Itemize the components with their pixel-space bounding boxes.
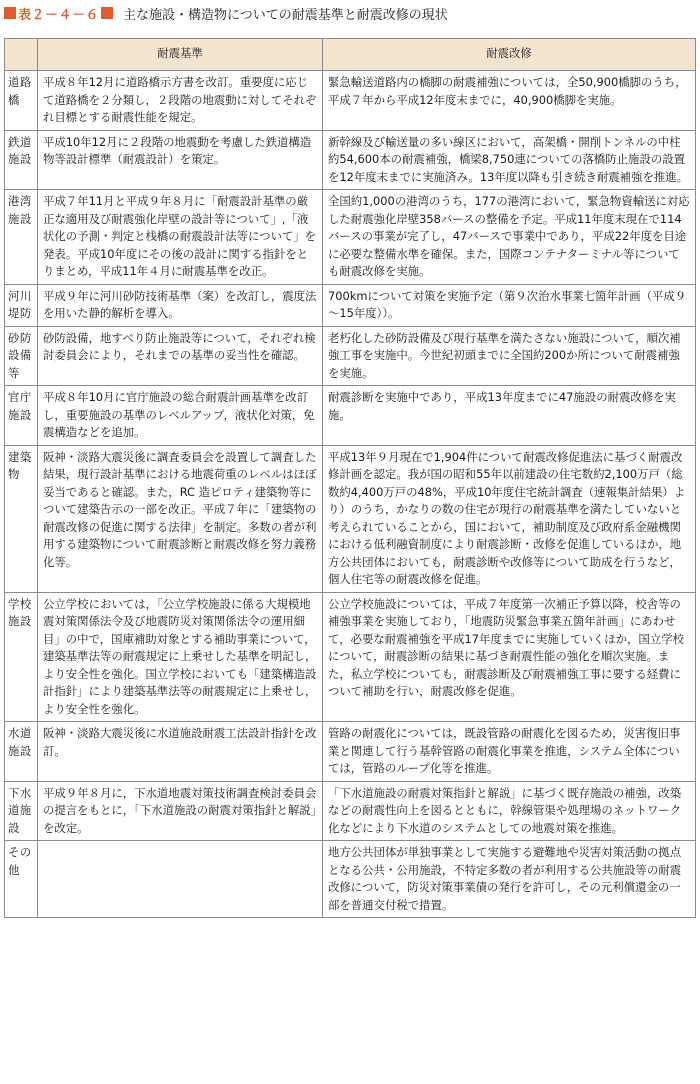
row-standard: 阪神・淡路大震災後に調査委員会を設置して調査した結果，現行設計基準における地震荷重のレベルはほぼ妥当であると確認。また，RC 造ピロティ建築物等について建築告示の一部を改正。平成７年に「建築物の耐震改修の促進に関する法律」を制定。多数の者が利用する建築物について耐震診断と耐震改修を努力義務化等。 bbox=[38, 445, 323, 592]
table-row bbox=[5, 722, 696, 782]
row-category: 道路橋 bbox=[5, 71, 38, 131]
table-row bbox=[5, 326, 696, 386]
row-retrofit: 緊急輸送道路内の橋脚の耐震補強については，全50,900橋脚のうち，平成７年から平成12年度末までに，40,900橋脚を実施。 bbox=[323, 71, 696, 131]
header-retrofit: 耐震改修 bbox=[323, 39, 696, 71]
row-category: 下水道施設 bbox=[5, 781, 38, 841]
row-standard: 平成８年10月に官庁施設の総合耐震計画基準を改訂し，重要施設の基準のレベルアップ，液状化対策，免震構造などを追加。 bbox=[38, 386, 323, 446]
table-header-row bbox=[5, 39, 696, 71]
row-category: 建築物 bbox=[5, 445, 38, 592]
title-marker-square bbox=[4, 7, 16, 19]
table-row bbox=[5, 130, 696, 190]
row-category: 学校施設 bbox=[5, 592, 38, 722]
row-standard: 平成10年12月に２段階の地震動を考慮した鉄道構造物等設計標準（耐震設計）を策定。 bbox=[38, 130, 323, 190]
table-row bbox=[5, 190, 696, 285]
row-category: その他 bbox=[5, 841, 38, 918]
row-category: 官庁施設 bbox=[5, 386, 38, 446]
row-retrofit: 新幹線及び輸送量の多い線区において，高架橋・開削トンネルの中柱約54,600本の耐震補強，橋梁8,750連についての落橋防止施設の設置を12年度末までに実施済み。13年度以降も引き続き耐震補強を推進。 bbox=[323, 130, 696, 190]
table-caption: 主な施設・構造物についての耐震基準と耐震改修の現状 bbox=[123, 7, 448, 23]
title-marker-square bbox=[101, 7, 113, 19]
table-row bbox=[5, 386, 696, 446]
table-row bbox=[5, 284, 696, 326]
row-retrofit: 平成13年９月現在で1,904件について耐震改修促進法に基づく耐震改修計画を認定。我が国の昭和55年以前建設の住宅数約2,100万戸（総数約4,400万戸の48%，平成10年度住宅統計調査（速報集計結果）より）のうち，かなりの数の住宅が現行の耐震基準を満たしていないと考えられていることから，国において，補助制度及び政府系金融機関における低利融資制度により耐震診断・改修を促進しているほか，地方公共団体においても，耐震診断や改修等について助成を行うなど，個人住宅等の耐震改修を促進。 bbox=[323, 445, 696, 592]
row-category: 水道施設 bbox=[5, 722, 38, 782]
row-standard bbox=[38, 841, 323, 918]
row-category: 砂防設備等 bbox=[5, 326, 38, 386]
row-standard: 平成８年12月に道路橋示方書を改訂。重要度に応じて道路橋を２分類し，２段階の地震動に対してそれぞれ目標とする耐震性能を規定。 bbox=[38, 71, 323, 131]
row-retrofit: 管路の耐震化については，既設管路の耐震化を図るため，災害復旧事業と関連して行う基幹管路の耐震化事業を推進，システム全体については，管路のループ化等を推進。 bbox=[323, 722, 696, 782]
row-retrofit: 老朽化した砂防設備及び現行基準を満たさない施設について，順次補強工事を実施中。今世紀初頭までに全国約200か所について耐震補強を実施。 bbox=[323, 326, 696, 386]
row-category: 鉄道施設 bbox=[5, 130, 38, 190]
row-standard: 平成７年11月と平成９年８月に「耐震設計基準の厳正な適用及び耐震強化岸壁の設計等について」,「液状化の予測・判定と栈橋の耐震設計法等について」を発表。平成10年度にその後の設計に関する指針をとりまとめ，平成11年４月に耐震基準を改正。 bbox=[38, 190, 323, 285]
table-row bbox=[5, 781, 696, 841]
table-row bbox=[5, 71, 696, 131]
row-retrofit: 耐震診断を実施中であり，平成13年度までに47施設の耐震改修を実施。 bbox=[323, 386, 696, 446]
row-retrofit: 公立学校施設については，平成７年度第一次補正予算以降，校舎等の補強事業を実施しており，「地震防災緊急事業五箇年計画」にあわせて，必要な耐震補強を平成17年度までに実施していくほか，国立学校について，耐震診断の結果に基づき耐震性能の強化を順次実施。また，私立学校についても，耐震診断及び耐震補強工事に要する経費について補助を行い，耐震改修を促進。 bbox=[323, 592, 696, 722]
row-retrofit: 地方公共団体が単独事業として実施する避難地や災害対策活動の拠点となる公共・公用施設，不特定多数の者が利用する公共施設等の耐震改修について，防災対策事業債の発行を許可し，その元利償還金の一部を普通交付税で措置。 bbox=[323, 841, 696, 918]
row-standard: 平成９年８月に，下水道地震対策技術調査検討委員会の提言をもとに，「下水道施設の耐震対策指針と解説」を改定。 bbox=[38, 781, 323, 841]
table-row bbox=[5, 445, 696, 592]
header-standard: 耐震基準 bbox=[38, 39, 323, 71]
table-number: 表２－４－６ bbox=[18, 7, 100, 23]
row-category: 河川堤防 bbox=[5, 284, 38, 326]
seismic-standards-table bbox=[4, 38, 696, 918]
table-row bbox=[5, 841, 696, 918]
row-retrofit: 700kmについて対策を実施予定（第９次治水事業七箇年計画（平成９～15年度））。 bbox=[323, 284, 696, 326]
row-retrofit: 「下水道施設の耐震対策指針と解説」に基づく既存施設の補強，改築などの耐震性向上を図るとともに，幹線管渠や処理場のネットワーク化などにより下水道のシステムとしての地震対策を推進。 bbox=[323, 781, 696, 841]
table-row bbox=[5, 592, 696, 722]
row-standard: 阪神・淡路大震災後に水道施設耐震工法設計指針を改訂。 bbox=[38, 722, 323, 782]
row-retrofit: 全国約1,000の港湾のうち，177の港湾において，緊急物資輸送に対応した耐震強化岸壁358バースの整備を予定。平成11年度末現在で114バースの事業が完了し，47バースで事業中であり，平成22年度を目途に必要な整備水準を確保。また，国際コンテナターミナル等についても耐震改修を実施。 bbox=[323, 190, 696, 285]
row-category: 港湾施設 bbox=[5, 190, 38, 285]
row-standard: 砂防設備，地すべり防止施設等について，それぞれ検討委員会により，それまでの基準の妥当性を確認。 bbox=[38, 326, 323, 386]
header-category bbox=[5, 39, 38, 71]
row-standard: 公立学校においては，「公立学校施設に係る大規模地震対策関係法令及び地震防災対策関係法令の運用細目」の中で，国庫補助対象とする補助事業について，建築基準法等の耐震規定に上乗せした基準を明記し，より安全性を強化。国立学校においても「建築構造設計指針」により建築基準法等の耐震規定に上乗せし，より安全性を強化。 bbox=[38, 592, 323, 722]
row-standard: 平成９年に河川砂防技術基準（案）を改訂し，震度法を用いた静的解析を導入。 bbox=[38, 284, 323, 326]
table-title bbox=[4, 2, 694, 24]
